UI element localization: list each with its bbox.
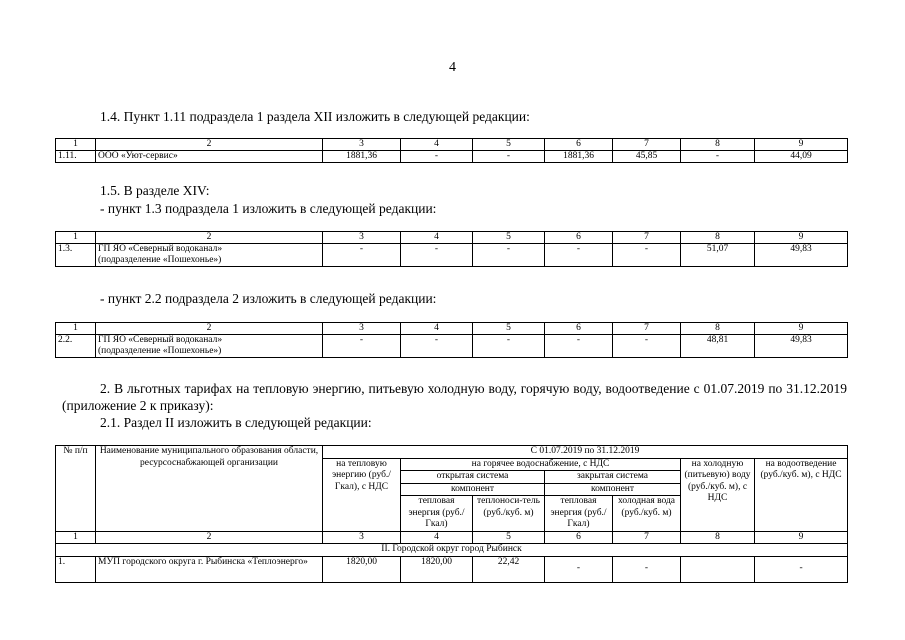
page-number: 4: [449, 60, 456, 75]
table-2-1: [55, 445, 848, 583]
table-row: 1. МУП городского округа г. Рыбинска «Теплоэнерго» 1820,00 1820,00 22,42 - - -: [56, 556, 848, 582]
section-2-1-heading: 2.1. Раздел II изложить в следующей редакции:: [100, 415, 372, 430]
closed-system-header: закрытая система: [545, 471, 681, 484]
section-1-5-sub2-heading: - пункт 2.2 подраздела 2 изложить в следующей редакции:: [100, 291, 437, 306]
table-header-row: [56, 446, 848, 459]
col-no-header: № п/п: [56, 446, 96, 532]
heat-energy-header: тепловая энергия (руб./Гкал): [401, 496, 473, 532]
table-1-4: [55, 138, 848, 163]
section-1-5-heading: 1.5. В разделе XIV:: [100, 183, 210, 198]
heat-header: на тепловую энергию (руб./Гкал), с НДС: [323, 458, 401, 531]
table-header-row: 1 2 3 4 5 6 7 8 9: [56, 531, 848, 544]
drinking-water-header: на холодную (питьевую) воду (руб./куб. м), с НДС: [681, 458, 755, 531]
heat-energy-header: тепловая энергия (руб./Гкал): [545, 496, 613, 532]
table-row: 2.2. ГП ЯО «Северный водоканал» (подразделение «Пошехонье») - - - - - 48,81 49,83: [56, 335, 848, 358]
col-org-header: Наименование муниципального образования области, ресурсоснабжающей организации: [96, 446, 323, 532]
table-header-row: 1 2 3 4 5 6 7 8 9: [56, 139, 848, 151]
section-1-4-heading: 1.4. Пункт 1.11 подраздела 1 раздела XII изложить в следующей редакции:: [100, 109, 530, 124]
component-header: компонент: [545, 483, 681, 496]
table-header-row: 1 2 3 4 5 6 7 8 9: [56, 232, 848, 244]
table-row: 1.3. ГП ЯО «Северный водоканал» (подразделение «Пошехонье») - - - - - 51,07 49,83: [56, 244, 848, 267]
section-2-paragraph: 2. В льготных тарифах на тепловую энергию, питьевую холодную воду, горячую воду, водоотведение с 01.07.2019 по 31.12.2019 (приложение 2 к приказу):: [62, 381, 847, 413]
open-system-header: открытая система: [401, 471, 545, 484]
table-row: 1.11. ООО «Уют-сервис» 1881,36 - - 1881,36 45,85 - 44,09: [56, 151, 848, 163]
hot-water-header: на горячее водоснабжение, с НДС: [401, 458, 681, 471]
table-header-row: 1 2 3 4 5 6 7 8 9: [56, 323, 848, 335]
table-1-5-2: [55, 322, 848, 358]
section-1-5-sub1-heading: - пункт 1.3 подраздела 1 изложить в следующей редакции:: [100, 201, 437, 216]
section-row: II. Городской округ город Рыбинск: [56, 544, 848, 557]
period-header: С 01.07.2019 по 31.12.2019: [323, 446, 848, 459]
heat-carrier-header: теплоноси-тель (руб./куб. м): [473, 496, 545, 532]
cold-water-header: холодная вода (руб./куб. м): [613, 496, 681, 532]
table-1-5-1: [55, 231, 848, 267]
component-header: компонент: [401, 483, 545, 496]
sewage-header: на водоотведение (руб./куб. м), с НДС: [755, 458, 848, 531]
